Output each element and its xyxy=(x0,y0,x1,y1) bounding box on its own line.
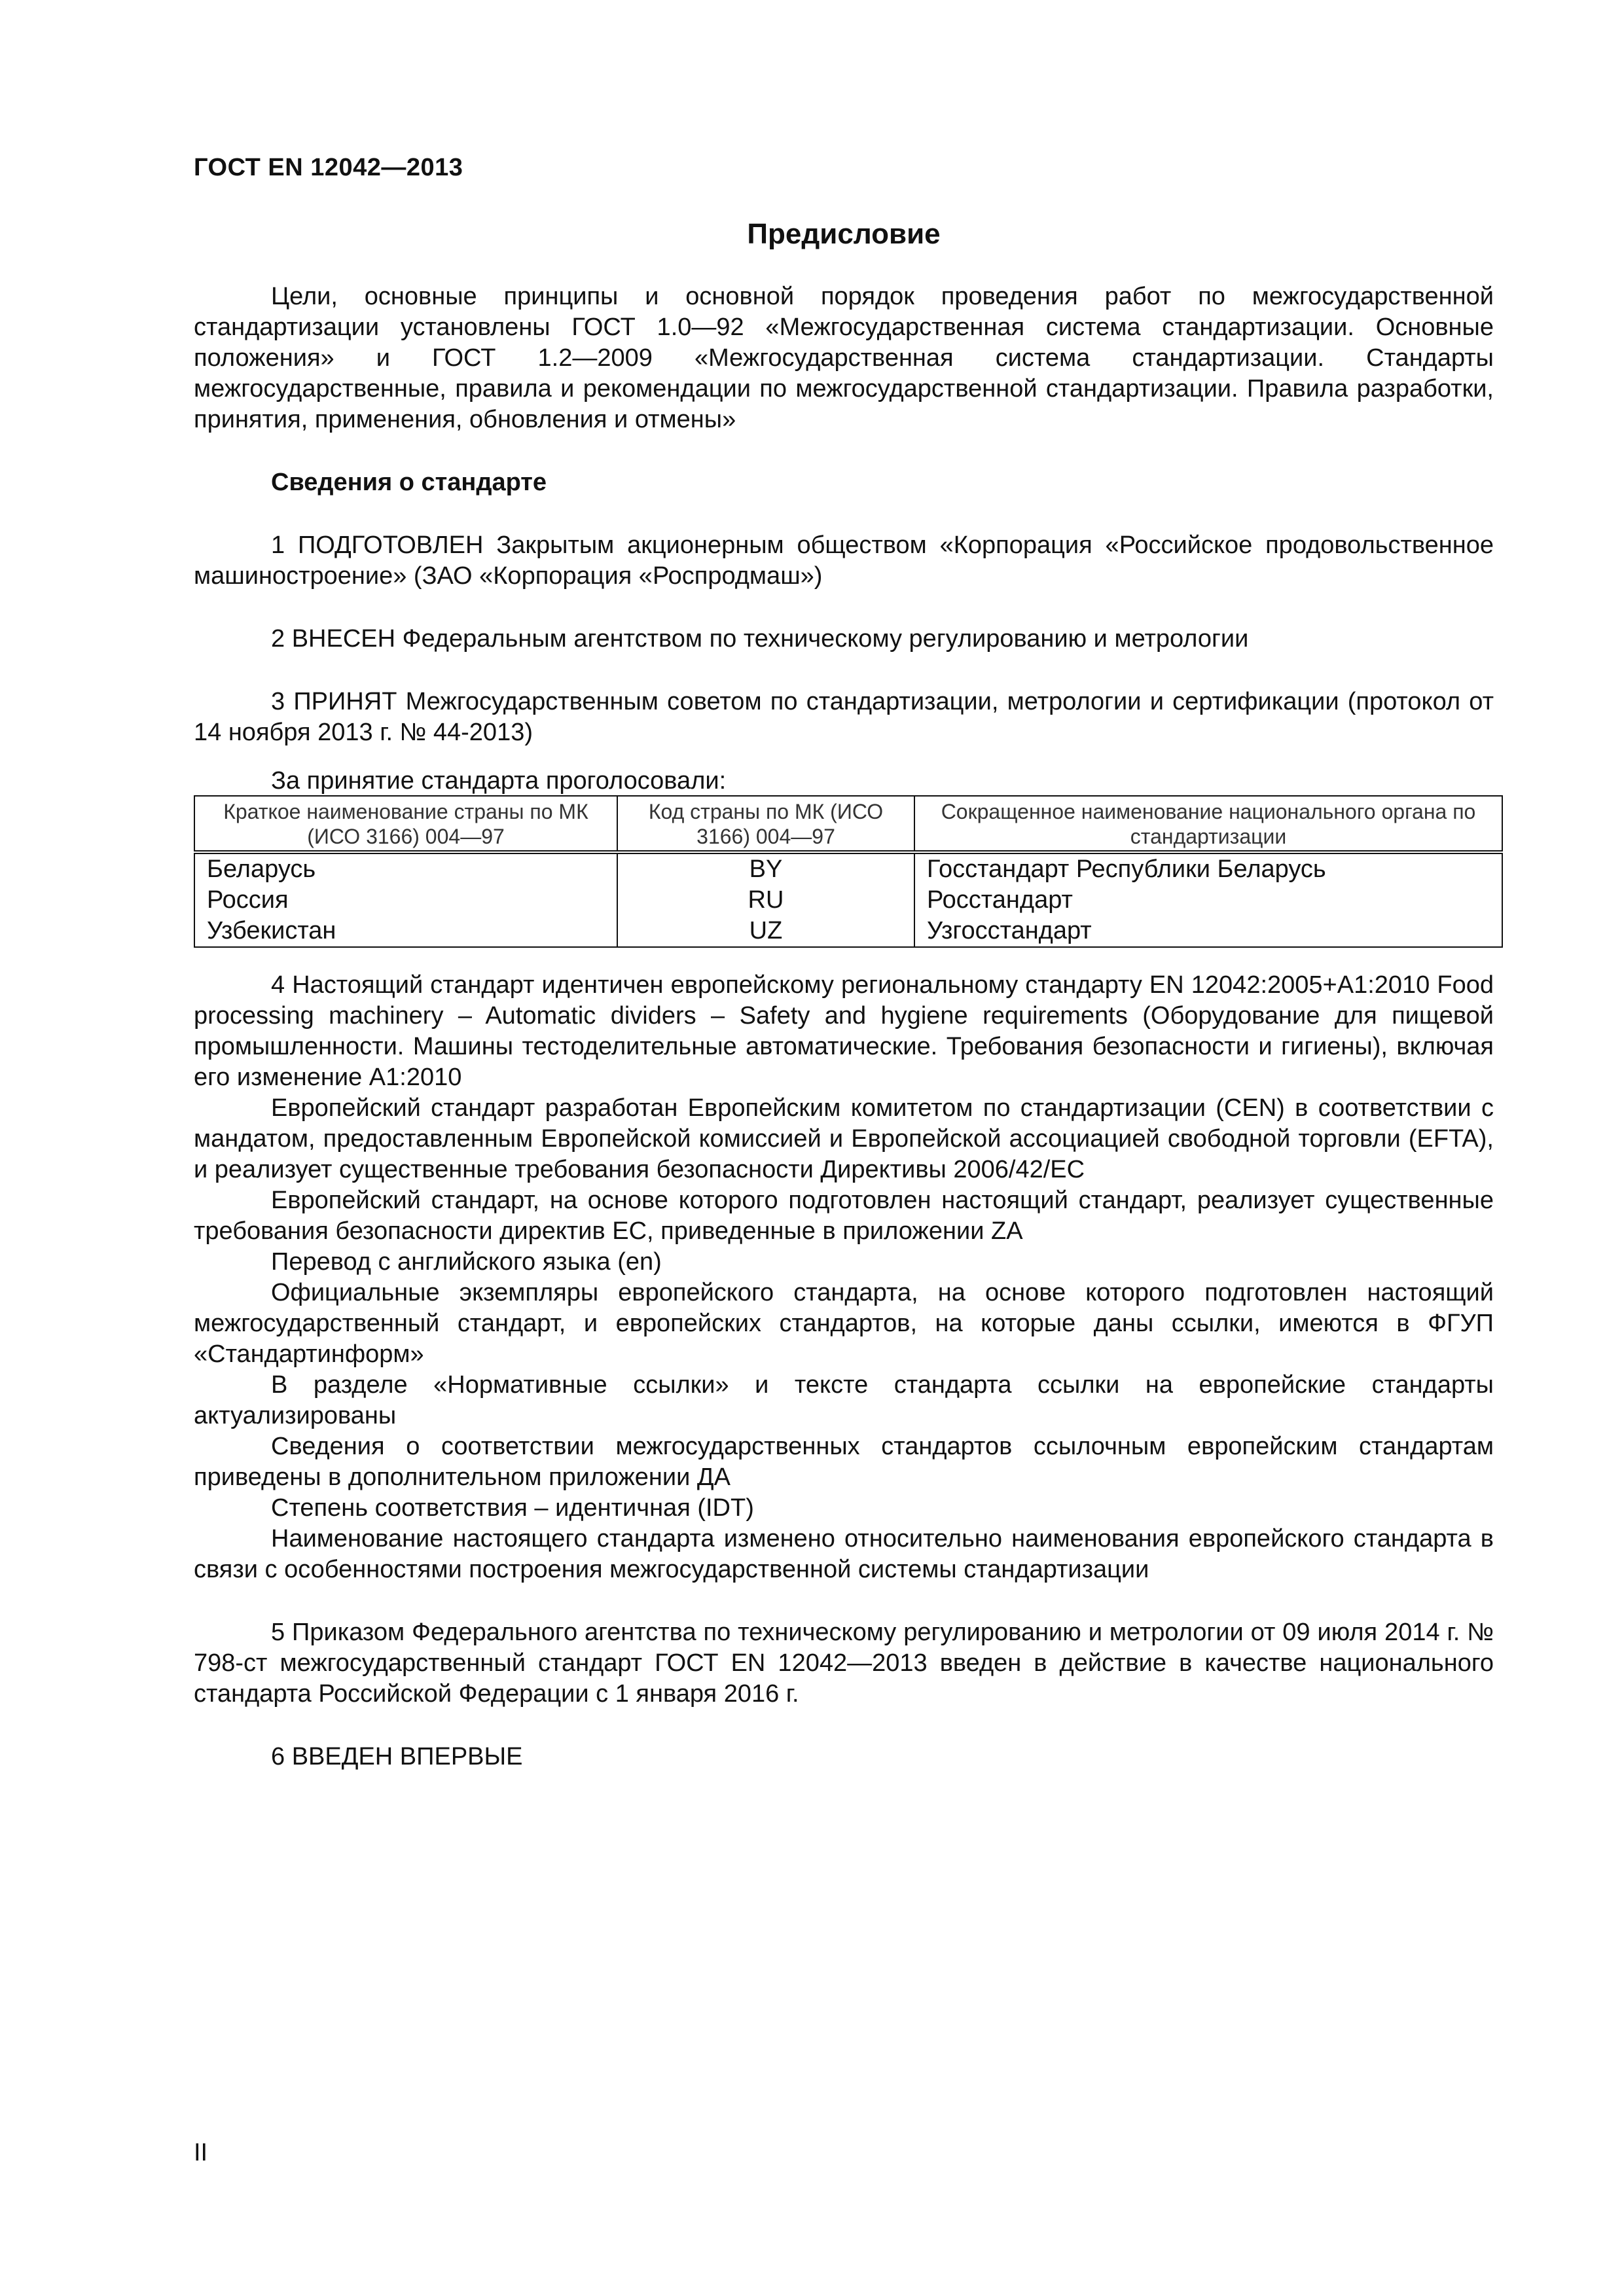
country-cell: Беларусь xyxy=(194,852,617,885)
page-number: II xyxy=(194,2139,208,2166)
intro-paragraph: Цели, основные принципы и основной порядок проведения работ по межгосударственной стандартизации установлены ГОСТ 1.0—92 «Межгосударственная система стандартизации. Основные положения» и ГОСТ 1.2—2009 «Межгосударственная система стандартизации. Стандарты межгосударственные, правила и рекомендации по межгосударственной стандартизации. Правила разработки, принятия, применения, обновления и отмены» xyxy=(194,283,1494,433)
code-cell: UZ xyxy=(617,916,914,947)
item-5-paragraph: 5 Приказом Федерального агентства по техническому регулированию и метрологии от 09 июля 2014 г. № 798-ст межгосударственный стандарт ГОСТ EN 12042—2013 введен в действие в качестве национального стандарта Российской Федерации с 1 января 2016 г. xyxy=(194,1619,1494,1708)
item-4-cen-paragraph: Европейский стандарт разработан Европейским комитетом по стандартизации (CEN) в соответствии с мандатом, предоставленным Европейской комиссией и Европейской ассоциацией свободной торговли (EFTA), и реализует существенные требования безопасности Директивы 2006/42/ЕС xyxy=(194,1094,1494,1183)
body-cell: Росстандарт xyxy=(914,885,1502,916)
document-body xyxy=(194,281,1494,1772)
document-code: ГОСТ EN 12042—2013 xyxy=(194,154,463,181)
item-4-title-change-paragraph: Наименование настоящего стандарта изменено относительно наименования европейского стандарта в связи с особенностями построения межгосударственной системы стандартизации xyxy=(194,1525,1494,1583)
body-cell: Госстандарт Республики Беларусь xyxy=(914,852,1502,885)
item-1-paragraph: 1 ПОДГОТОВЛЕН Закрытым акционерным обществом «Корпорация «Российское продовольственное машиностроение» (ЗАО «Корпорация «Роспродмаш») xyxy=(194,531,1494,590)
item-6-paragraph: 6 ВВЕДЕН ВПЕРВЫЕ xyxy=(271,1743,523,1770)
votes-table xyxy=(194,795,1503,948)
votes-caption: За принятие стандарта проголосовали: xyxy=(271,767,727,795)
table-row xyxy=(194,852,1502,885)
table-row xyxy=(194,916,1502,947)
item-4-references-paragraph: В разделе «Нормативные ссылки» и тексте стандарта ссылки на европейские стандарты актуализированы xyxy=(194,1371,1494,1429)
column-header-country: Краткое наименование страны по МК (ИСО 3166) 004—97 xyxy=(194,796,617,852)
page-title: Предисловие xyxy=(747,218,941,250)
column-header-code: Код страны по МК (ИСО 3166) 004—97 xyxy=(617,796,914,852)
item-4-correspondence-paragraph: Сведения о соответствии межгосударственных стандартов ссылочным европейским стандартам приведены в дополнительном приложении ДА xyxy=(194,1433,1494,1491)
document-page xyxy=(194,0,1494,2296)
item-4-degree-paragraph: Степень соответствия – идентичная (IDT) xyxy=(271,1494,754,1522)
item-3-paragraph: 3 ПРИНЯТ Межгосударственным советом по стандартизации, метрологии и сертификации (протокол от 14 ноября 2013 г. № 44-2013) xyxy=(194,688,1494,746)
country-cell: Россия xyxy=(194,885,617,916)
item-4-translation-paragraph: Перевод с английского языка (en) xyxy=(271,1248,662,1276)
country-cell: Узбекистан xyxy=(194,916,617,947)
column-header-body: Сокращенное наименование национального органа по стандартизации xyxy=(914,796,1502,852)
body-cell: Узгосстандарт xyxy=(914,916,1502,947)
code-cell: BY xyxy=(617,852,914,885)
votes-table-header-row xyxy=(194,796,1502,852)
item-4-paragraph: 4 Настоящий стандарт идентичен европейскому региональному стандарту EN 12042:2005+A1:2010 Food processing machinery – Automatic dividers – Safety and hygiene requirements (Оборудование для пищевой промышленности. Машины тестоделительные автоматические. Требования безопасности и гигиены), включая его изменение A1:2010 xyxy=(194,971,1494,1091)
section-heading: Сведения о стандарте xyxy=(271,469,547,496)
item-4-official-copies-paragraph: Официальные экземпляры европейского стандарта, на основе которого подготовлен настоящий межгосударственный стандарт, и европейских стандартов, на которые даны ссылки, имеются в ФГУП «Стандартинформ» xyxy=(194,1279,1494,1368)
item-4-directives-paragraph: Европейский стандарт, на основе которого подготовлен настоящий стандарт, реализует существенные требования безопасности директив ЕС, приведенные в приложении ZA xyxy=(194,1187,1494,1245)
item-2-paragraph: 2 ВНЕСЕН Федеральным агентством по техническому регулированию и метрологии xyxy=(271,625,1249,653)
code-cell: RU xyxy=(617,885,914,916)
table-row xyxy=(194,885,1502,916)
